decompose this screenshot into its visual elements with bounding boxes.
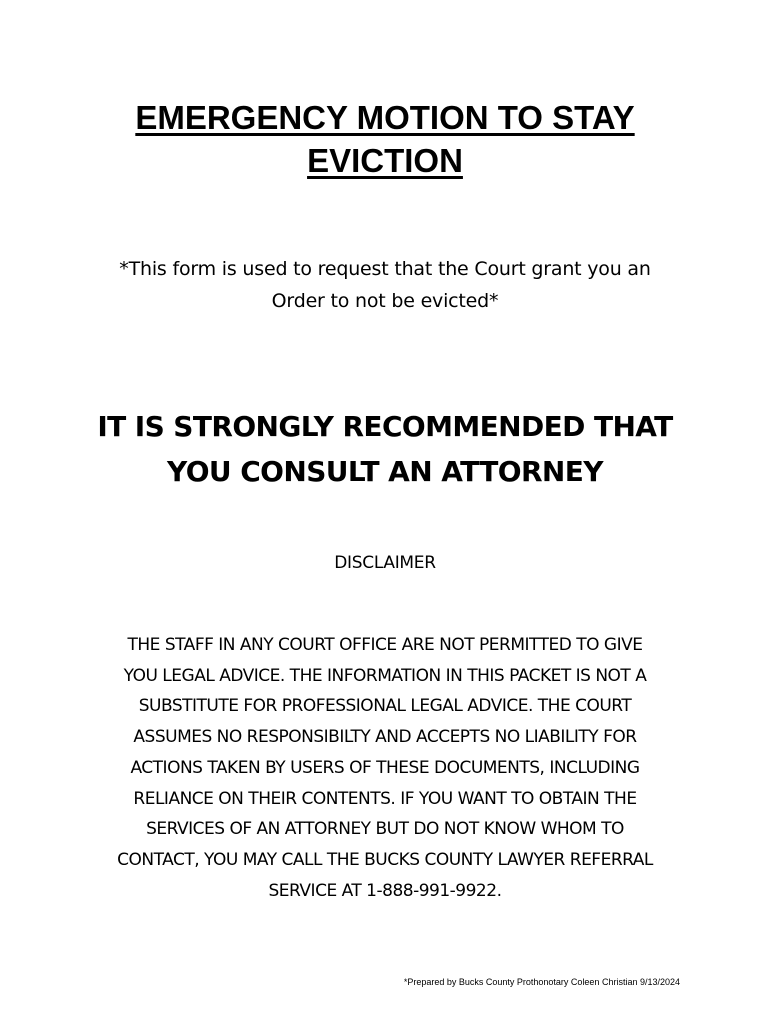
disclaimer-line: SUBSTITUTE FOR PROFESSIONAL LEGAL ADVICE. THE COURT <box>138 696 632 717</box>
title-line: EMERGENCY MOTION TO STAY <box>135 99 635 136</box>
subtitle-line: Order to not be evicted* <box>271 290 499 312</box>
disclaimer-line: RELIANCE ON THEIR CONTENTS. IF YOU WANT TO OBTAIN THE <box>133 788 637 809</box>
disclaimer-line: ASSUMES NO RESPONSIBILTY AND ACCEPTS NO LIABILITY FOR <box>133 727 637 748</box>
attorney-recommendation <box>40 404 730 494</box>
disclaimer-line: YOU LEGAL ADVICE. THE INFORMATION IN THIS PACKET IS NOT A <box>123 665 647 686</box>
disclaimer-line: CONTACT, YOU MAY CALL THE BUCKS COUNTY LAWYER REFERRAL <box>117 849 653 870</box>
preparer-footnote: *Prepared by Bucks County Prothonotary Coleen Christian 9/13/2024 <box>403 977 680 987</box>
disclaimer-line: SERVICE AT 1-888-991-9922. <box>268 880 502 901</box>
disclaimer-line: ACTIONS TAKEN BY USERS OF THESE DOCUMENTS, INCLUDING <box>130 757 640 778</box>
form-purpose-note <box>60 253 710 317</box>
subtitle-line: *This form is used to request that the Court grant you an <box>119 258 651 280</box>
title-line: EVICTION <box>307 142 463 179</box>
recommendation-line: IT IS STRONGLY RECOMMENDED THAT <box>97 410 673 443</box>
disclaimer-text <box>30 630 740 906</box>
document-title <box>60 96 710 182</box>
disclaimer-line: SERVICES OF AN ATTORNEY BUT DO NOT KNOW WHOM TO <box>146 819 624 840</box>
disclaimer-heading: DISCLAIMER <box>334 553 436 573</box>
recommendation-line: YOU CONSULT AN ATTORNEY <box>167 455 603 488</box>
disclaimer-line: THE STAFF IN ANY COURT OFFICE ARE NOT PERMITTED TO GIVE <box>127 635 643 655</box>
